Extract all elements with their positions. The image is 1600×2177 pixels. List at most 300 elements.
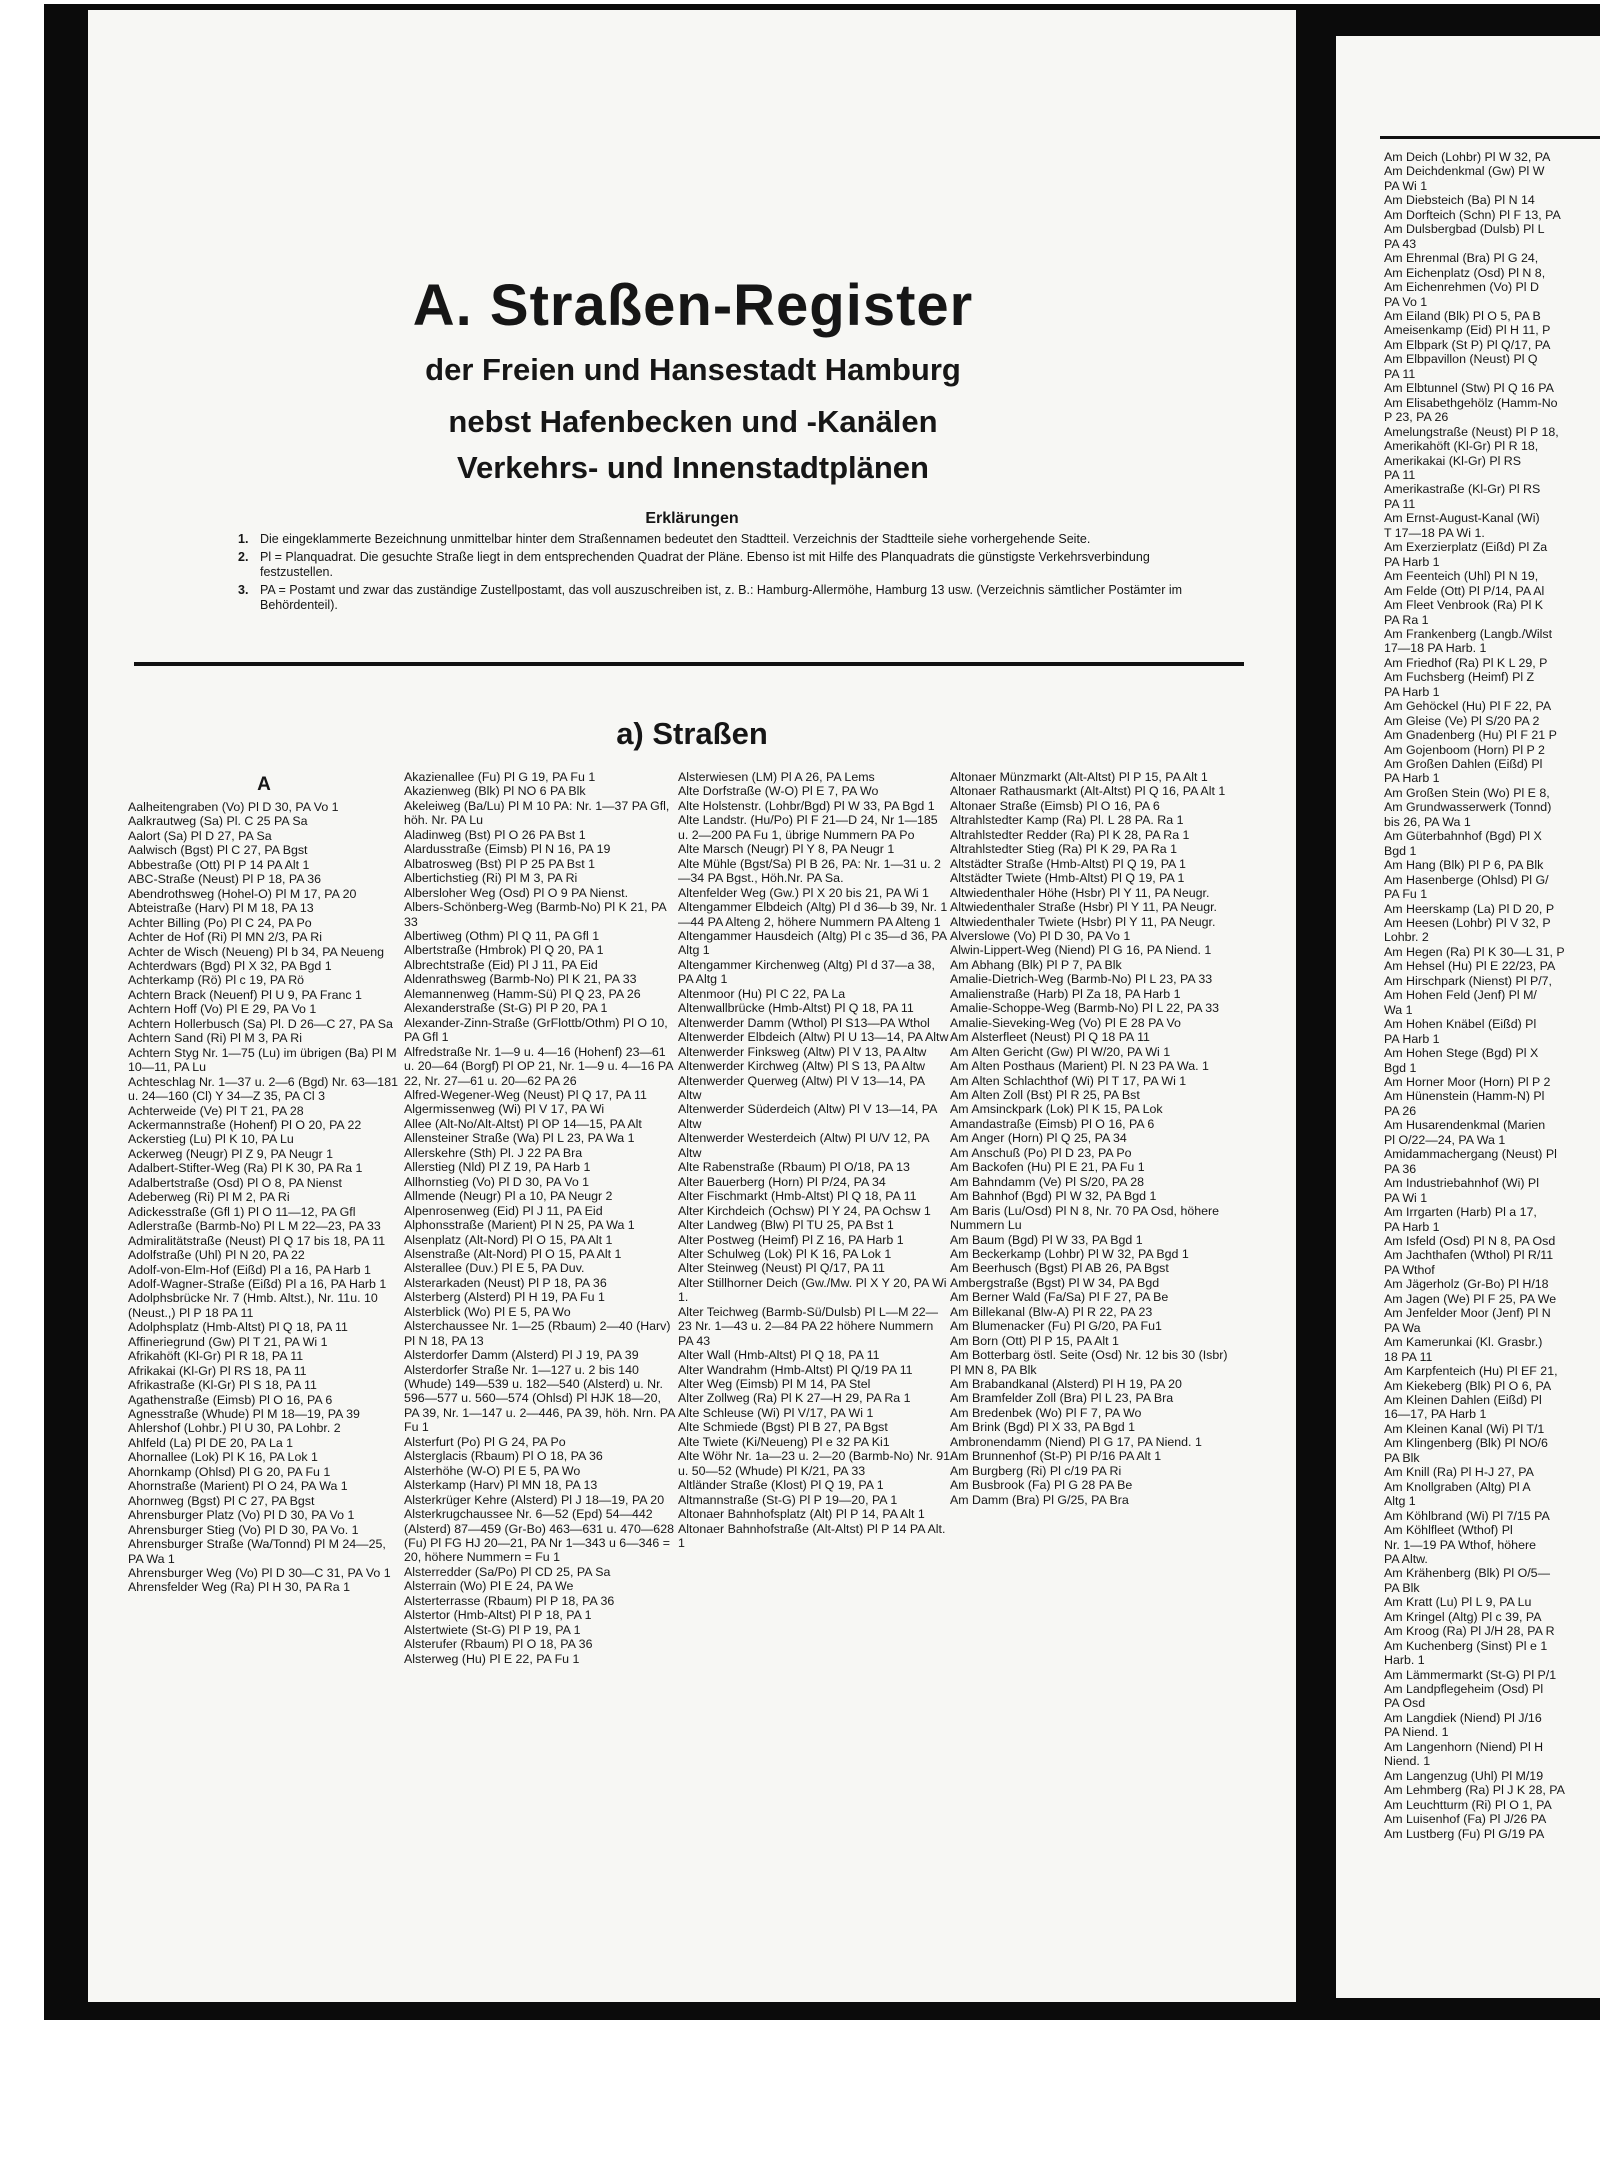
street-entry: Altonaer Bahnhofsplatz (Alt) Pl P 14, PA Alt 1 — [678, 1507, 925, 1522]
street-entry: Albers-Schönberg-Weg (Barmb-No) Pl K 21, PA 33 — [404, 900, 666, 929]
street-entry: Albertstraße (Hmbrok) Pl Q 20, PA 1 — [404, 943, 604, 958]
street-entry: Am Lämmermarkt (St-G) Pl P/1 — [1384, 1667, 1557, 1682]
street-entry: Aladinweg (Bst) Pl O 26 PA Bst 1 — [404, 827, 586, 842]
street-entry: PA 11 — [1384, 496, 1416, 511]
street-entry: Am Leuchtturm (Ri) Pl O 1, PA — [1384, 1797, 1552, 1812]
street-entry: PA Altw. — [1384, 1551, 1428, 1566]
street-entry: Wa 1 — [1384, 1002, 1413, 1017]
street-entry: Altenwerder Damm (Wthol) Pl S13—PA Wthol — [678, 1015, 930, 1030]
street-entry: Agnesstraße (Whude) Pl M 18—19, PA 39 — [128, 1407, 360, 1422]
street-entry: Alter Landweg (Blw) Pl TU 25, PA Bst 1 — [678, 1218, 894, 1233]
street-entry: Affineriegrund (Gw) Pl T 21, PA Wi 1 — [128, 1334, 328, 1349]
street-entry: Allhornstieg (Vo) Pl D 30, PA Vo 1 — [404, 1174, 590, 1189]
street-entry: Achtern Hoff (Vo) Pl E 29, PA Vo 1 — [128, 1002, 317, 1017]
street-entry: Am Alten Zoll (Bst) Pl R 25, PA Bst — [950, 1087, 1140, 1102]
street-entry: Ackerstieg (Lu) Pl K 10, PA Lu — [128, 1132, 294, 1147]
explanation-note — [238, 550, 1226, 580]
street-entry: Am Köhlfleet (Wthof) Pl — [1384, 1523, 1513, 1538]
street-entry: Am Brunnenhof (St-P) Pl P/16 PA Alt 1 — [950, 1449, 1162, 1464]
street-entry: Am Elbpark (St P) Pl Q/17, PA — [1384, 337, 1551, 352]
street-entry: Alter Wandrahm (Hmb-Altst) Pl Q/19 PA 11 — [678, 1362, 913, 1377]
street-entry: Altrahlstedter Stieg (Ra) Pl K 29, PA Ra 1 — [950, 842, 1178, 857]
street-entry: Alverslowe (Vo) Pl D 30, PA Vo 1 — [950, 928, 1131, 943]
street-entry: Ahornstraße (Marient) Pl O 24, PA Wa 1 — [128, 1479, 348, 1494]
street-entry: Am Brabandkanal (Alsterd) Pl H 19, PA 20 — [950, 1377, 1182, 1392]
street-entry: Am Deichdenkmal (Gw) Pl W — [1384, 164, 1545, 179]
street-entry: Aalwisch (Bgst) Pl C 27, PA Bgst — [128, 843, 308, 858]
street-entry: Am Husarendenkmal (Marien — [1384, 1118, 1546, 1133]
street-entry: Alter Steinweg (Neust) Pl Q/17, PA 11 — [678, 1261, 885, 1276]
street-entry: 18 PA 11 — [1384, 1349, 1433, 1364]
street-entry: Alter Weg (Eimsb) Pl M 14, PA Stel — [678, 1377, 871, 1392]
street-entry: Alsterdorfer Damm (Alsterd) Pl J 19, PA 39 — [404, 1348, 639, 1363]
street-entry: PA Harb 1 — [1384, 684, 1440, 699]
street-entry: Alstertor (Hmb-Altst) Pl P 18, PA 1 — [404, 1608, 592, 1623]
street-entry: Allerstieg (Nld) Pl Z 19, PA Harb 1 — [404, 1160, 591, 1175]
street-entry: Am Baum (Bgd) Pl W 33, PA Bgd 1 — [950, 1232, 1143, 1247]
street-entry: Am Alten Gericht (Gw) Pl W/20, PA Wi 1 — [950, 1044, 1171, 1059]
street-column-4 — [950, 770, 1232, 1990]
street-entry: Alsterterrasse (Rbaum) Pl P 18, PA 36 — [404, 1593, 615, 1608]
street-entry: Altenfelder Weg (Gw.) Pl X 20 bis 21, PA Wi 1 — [678, 885, 929, 900]
street-entry: PA 11 — [1384, 467, 1416, 482]
street-entry: PA Wi 1 — [1384, 1190, 1428, 1205]
street-entry: Alsterchaussee Nr. 1—25 (Rbaum) 2—40 (Harv) Pl N 18, PA 13 — [404, 1319, 671, 1348]
note-number: 3. — [238, 583, 249, 597]
street-column-right — [1384, 150, 1600, 1841]
street-entry: Alter Postweg (Heimf) Pl Z 16, PA Harb 1 — [678, 1232, 904, 1247]
street-entry: Am Elisabethgehölz (Hamm-No — [1384, 395, 1558, 410]
street-entry: Altengammer Kirchenweg (Altg) Pl d 37—a 38, PA Altg 1 — [678, 957, 935, 987]
section-divider — [134, 662, 1244, 666]
street-entry: Altenwerder Finksweg (Altw) Pl V 13, PA Altw — [678, 1044, 927, 1059]
street-entry: Altenwerder Westerdeich (Altw) Pl U/V 12, PA Altw — [678, 1131, 929, 1160]
street-entry: Lohbr. 2 — [1384, 930, 1429, 945]
section-title: a) Straßen — [616, 716, 768, 751]
street-entry: Alsterarkaden (Neust) Pl P 18, PA 36 — [404, 1275, 607, 1290]
street-entry: Alsterkrüger Kehre (Alsterd) Pl J 18—19, PA 20 — [404, 1492, 665, 1507]
street-entry: Altrahlstedter Kamp (Ra) Pl. L 28 PA. Ra 1 — [950, 813, 1184, 828]
street-entry: Altengammer Hausdeich (Altg) Pl c 35—d 36, PA Altg 1 — [678, 928, 947, 958]
street-entry: Alter Schulweg (Lok) Pl K 16, PA Lok 1 — [678, 1246, 892, 1261]
street-entry: Am Anger (Horn) Pl Q 25, PA 34 — [950, 1131, 1127, 1146]
street-entry: Am Luisenhof (Fa) Pl J/26 PA — [1384, 1812, 1547, 1827]
street-entry: Am Hohen Knäbel (Eißd) Pl — [1384, 1017, 1537, 1032]
street-entry: PA Osd — [1384, 1696, 1426, 1711]
street-entry: Ahlershof (Lohbr.) Pl U 30, PA Lohbr. 2 — [128, 1421, 341, 1436]
street-entry: Alte Schleuse (Wi) Pl V/17, PA Wi 1 — [678, 1405, 874, 1420]
street-entry: Achter de Hof (Ri) Pl MN 2/3, PA Ri — [128, 930, 322, 945]
street-entry: Alsterallee (Duv.) Pl E 5, PA Duv. — [404, 1261, 585, 1276]
street-entry: Achteschlag Nr. 1—37 u. 2—6 (Bgd) Nr. 63—181 u. 24—160 (Cl) Y 34—Z 35, PA Cl 3 — [128, 1074, 398, 1104]
street-entry: Am Alten Schlachthof (Wi) Pl T 17, PA Wi 1 — [950, 1073, 1187, 1088]
street-entry: Afrikastraße (Kl-Gr) Pl S 18, PA 11 — [128, 1378, 317, 1393]
street-column-3 — [678, 770, 950, 1990]
street-entry: Am Gehöckel (Hu) Pl F 22, PA — [1384, 699, 1552, 714]
street-entry: T 17—18 PA Wi 1. — [1384, 525, 1485, 540]
street-entry: Altonaer Straße (Eimsb) Pl O 16, PA 6 — [950, 798, 1160, 813]
street-entry: Am Jenfelder Moor (Jenf) Pl N — [1384, 1306, 1551, 1321]
street-entry: Altenwerder Süderdeich (Altw) Pl V 13—14, PA Altw — [678, 1102, 937, 1131]
street-entry: Alsterblick (Wo) Pl E 5, PA Wo — [404, 1304, 571, 1319]
street-entry: Albersloher Weg (Osd) Pl O 9 PA Nienst. — [404, 885, 629, 900]
street-entry: Ameisenkamp (Eid) Pl H 11, P — [1384, 323, 1551, 338]
street-entry: Am Born (Ott) Pl P 15, PA Alt 1 — [950, 1333, 1119, 1348]
street-entry: Am Dorfteich (Schn) Pl F 13, PA — [1384, 207, 1561, 222]
street-entry: Akeleiweg (Ba/Lu) Pl M 10 PA: Nr. 1—37 PA Gfl, höh. Nr. PA Lu — [404, 798, 670, 828]
street-entry: Am Lehmberg (Ra) Pl J K 28, PA — [1384, 1783, 1565, 1798]
street-entry: Alter Fischmarkt (Hmb-Altst) Pl Q 18, PA 11 — [678, 1189, 917, 1204]
street-entry: Altrahlstedter Redder (Ra) Pl K 28, PA Ra 1 — [950, 827, 1190, 842]
street-entry: Am Anschuß (Po) Pl D 23, PA Po — [950, 1145, 1132, 1160]
street-entry: Bgd 1 — [1384, 843, 1417, 858]
street-entry: PA Harb 1 — [1384, 554, 1440, 569]
street-entry: Am Berner Wald (Fa/Sa) Pl F 27, PA Be — [950, 1290, 1169, 1305]
street-entry: Altonaer Bahnhofstraße (Alt-Altst) Pl P 14 PA Alt. 1 — [678, 1521, 946, 1551]
street-entry: Afrikahöft (Kl-Gr) Pl R 18, PA 11 — [128, 1349, 304, 1364]
street-entry: Am Horner Moor (Horn) Pl P 2 — [1384, 1075, 1551, 1089]
street-entry: Am Eiland (Blk) Pl O 5, PA B — [1384, 308, 1541, 323]
street-entry: Adolf-Wagner-Straße (Eißd) Pl a 16, PA Harb 1 — [128, 1276, 387, 1291]
street-entry: Am Fleet Venbrook (Ra) Pl K — [1384, 598, 1544, 613]
street-entry: P 23, PA 26 — [1384, 410, 1449, 425]
street-entry: Alardusstraße (Eimsb) Pl N 16, PA 19 — [404, 842, 611, 857]
street-entry: Alte Twiete (Ki/Neueng) Pl e 32 PA Ki1 — [678, 1434, 890, 1449]
street-entry: Altonaer Münzmarkt (Alt-Altst) Pl P 15, PA Alt 1 — [950, 770, 1208, 784]
street-entry: Amerikahöft (Kl-Gr) Pl R 18, — [1384, 439, 1539, 454]
street-entry: PA Vo 1 — [1384, 294, 1428, 309]
street-entry: Am Gojenboom (Horn) Pl P 2 — [1384, 742, 1545, 757]
street-entry: Achterdwars (Bgd) Pl X 32, PA Bgd 1 — [128, 958, 332, 973]
street-entry: Albatrosweg (Bst) Pl P 25 PA Bst 1 — [404, 856, 595, 871]
street-entry: Am Beckerkamp (Lohbr) Pl W 32, PA Bgd 1 — [950, 1246, 1189, 1261]
street-entry: Achtern Sand (Ri) Pl M 3, PA Ri — [128, 1031, 302, 1046]
street-entry: Amalie-Sieveking-Weg (Vo) Pl E 28 PA Vo — [950, 1015, 1181, 1030]
street-entry: PA Harb 1 — [1384, 1031, 1440, 1046]
street-entry: Am Hohen Stege (Bgd) Pl X — [1384, 1046, 1539, 1061]
street-entry: Am Hasenberge (Ohlsd) Pl G/ — [1384, 872, 1549, 887]
street-entry: PA 43 — [1384, 236, 1417, 251]
street-entry: Am Heerskamp (La) Pl D 20, P — [1384, 901, 1555, 916]
street-entry: Alter Kirchdeich (Ochsw) Pl Y 24, PA Ochsw 1 — [678, 1203, 931, 1218]
street-entry: Ackermannstraße (Hohenf) Pl O 20, PA 22 — [128, 1117, 362, 1132]
street-entry: Alsterfurt (Po) Pl G 24, PA Po — [404, 1434, 566, 1449]
street-entry: Am Elbpavillon (Neust) Pl Q — [1384, 352, 1538, 367]
street-entry: Akazienallee (Fu) Pl G 19, PA Fu 1 — [404, 770, 596, 784]
street-entry: Ahrensburger Stieg (Vo) Pl D 30, PA Vo. 1 — [128, 1522, 359, 1537]
street-entry: Am Abhang (Blk) Pl P 7, PA Blk — [950, 957, 1122, 972]
street-entry: Am Burgberg (Ri) Pl c/19 PA Ri — [950, 1463, 1122, 1478]
street-entry: Am Grundwasserwerk (Tonnd) — [1384, 800, 1552, 815]
street-entry: Alsenstraße (Alt-Nord) Pl O 15, PA Alt 1 — [404, 1246, 622, 1261]
street-entry: Harb. 1 — [1384, 1653, 1425, 1668]
street-entry: Am Langenzug (Uhl) Pl M/19 — [1384, 1768, 1544, 1783]
street-entry: Adlerstraße (Barmb-No) Pl L M 22—23, PA 33 — [128, 1219, 381, 1234]
street-entry: Am Exerzierplatz (Eißd) Pl Za — [1384, 540, 1548, 555]
street-entry: Achtern Brack (Neuenf) Pl U 9, PA Franc 1 — [128, 987, 362, 1002]
street-column-1 — [128, 772, 400, 1992]
street-entry: Ahornallee (Lok) Pl K 16, PA Lok 1 — [128, 1450, 318, 1465]
street-entry: Am Friedhof (Ra) Pl K L 29, P — [1384, 655, 1548, 670]
street-entry: PA Wthof — [1384, 1262, 1435, 1277]
street-entry: Am Bahndamm (Ve) Pl S/20, PA 28 — [950, 1174, 1144, 1189]
street-entry: Am Eichenrehmen (Vo) Pl D — [1384, 280, 1539, 295]
street-entry: Am Ehrenmal (Bra) Pl G 24, — [1384, 251, 1539, 266]
street-entry: Achterweide (Ve) Pl T 21, PA 28 — [128, 1103, 304, 1118]
street-entry: Adalbertstraße (Osd) Pl O 8, PA Nienst — [128, 1175, 342, 1190]
street-entry: Alfredstraße Nr. 1—9 u. 4—16 (Hohenf) 23—61 u. 20—64 (Borgf) Pl OP 21, Nr. 1—9 u. 4—16 PA 22, Nr. 27—61 u. 20—62 PA 26 — [404, 1044, 673, 1088]
street-entry: Adolf-von-Elm-Hof (Eißd) Pl a 16, PA Harb 1 — [128, 1262, 371, 1277]
street-entry: Am Beerhusch (Bgst) Pl AB 26, PA Bgst — [950, 1261, 1169, 1276]
street-entry: Alsterweg (Hu) Pl E 22, PA Fu 1 — [404, 1651, 580, 1666]
street-entry: Am Botterbarg östl. Seite (Osd) Nr. 12 bis 30 (Isbr) Pl MN 8, PA Blk — [950, 1348, 1228, 1377]
right-page-rule — [1380, 136, 1600, 139]
street-entry: Am Damm (Bra) Pl G/25, PA Bra — [950, 1492, 1129, 1507]
street-entry: Am Hohen Feld (Jenf) Pl M/ — [1384, 988, 1537, 1003]
street-entry: Afrikakai (Kl-Gr) Pl RS 18, PA 11 — [128, 1363, 307, 1378]
street-entry: Achter Billing (Po) Pl C 24, PA Po — [128, 915, 312, 930]
street-entry: Achtern Hollerbusch (Sa) Pl. D 26—C 27, PA Sa — [128, 1016, 393, 1031]
street-entry: Aldenrathsweg (Barmb-No) Pl K 21, PA 33 — [404, 972, 637, 987]
explanations-heading: Erklärungen — [645, 510, 739, 527]
street-entry: Alsterhöhe (W-O) Pl E 5, PA Wo — [404, 1463, 581, 1478]
street-entry: 17—18 PA Harb. 1 — [1384, 641, 1487, 656]
street-entry: Am Heesen (Lohbr) Pl V 32, P — [1384, 916, 1551, 931]
street-entry: Ahrensburger Straße (Wa/Tonnd) Pl M 24—25, PA Wa 1 — [128, 1537, 386, 1566]
street-entry: Altmannstraße (St-G) Pl P 19—20, PA 1 — [678, 1492, 898, 1507]
street-entry: Admiralitätstraße (Neust) Pl Q 17 bis 18, PA 11 — [128, 1233, 386, 1248]
subtitle-line-1: der Freien und Hansestadt Hamburg — [425, 352, 961, 387]
street-entry: Am Landpflegeheim (Osd) Pl — [1384, 1682, 1544, 1697]
note-number: 2. — [238, 550, 249, 564]
street-entry: Am Isfeld (Osd) Pl N 8, PA Osd — [1384, 1233, 1556, 1248]
street-entry: Amalienstraße (Harb) Pl Za 18, PA Harb 1 — [950, 986, 1181, 1001]
street-entry: Bgd 1 — [1384, 1060, 1417, 1075]
note-text: PA = Postamt und zwar das zuständige Zustellpostamt, das voll auszuschreiben ist, z. B.: Hamburg-Allermöhe, Hamburg 13 usw. (Verzeichnis sämtlicher Postämter im Behördenteil). — [260, 583, 1183, 612]
street-entry: Achter de Wisch (Neueng) Pl b 34, PA Neueng — [128, 944, 384, 959]
street-entry: Am Hirschpark (Nienst) Pl P/7, — [1384, 973, 1552, 988]
street-entry: Aalheitengraben (Vo) Pl D 30, PA Vo 1 — [128, 800, 339, 814]
street-entry: Alemannenweg (Hamm-Sü) Pl Q 23, PA 26 — [404, 986, 641, 1001]
street-entry: Adalbert-Stifter-Weg (Ra) Pl K 30, PA Ra 1 — [128, 1161, 363, 1176]
street-entry: PA Ra 1 — [1384, 612, 1429, 627]
street-entry: Allerskehre (Sth) Pl. J 22 PA Bra — [404, 1145, 583, 1160]
street-entry: PA 36 — [1384, 1161, 1417, 1176]
street-entry: Alexanderstraße (St-G) Pl P 20, PA 1 — [404, 1001, 608, 1016]
street-entry: Alsterdorfer Straße Nr. 1—127 u. 2 bis 140 (Whude) 149—539 u. 182—540 (Alsterd) u. Nr. 596—577 u. 560—574 (Ohlsd) Pl HJK 18—20, PA 39, Nr. 1—147 u. 2—446, PA 39, höh. Nrn. PA Fu 1 — [404, 1362, 675, 1435]
explanation-note — [238, 583, 1226, 613]
street-entry: Alte Mühle (Bgst/Sa) Pl B 26, PA: Nr. 1—31 u. 2—34 PA Bgst., Höh.Nr. PA Sa. — [678, 856, 941, 886]
street-entry: PA Blk — [1384, 1450, 1420, 1465]
street-entry: Altstädter Straße (Hmb-Altst) Pl Q 19, PA 1 — [950, 856, 1186, 871]
street-entry: Altengammer Elbdeich (Altg) Pl d 36—b 39, Nr. 1—44 PA Alteng 2, höhere Nummern PA Alteng 1 — [678, 900, 948, 929]
street-entry: PA Fu 1 — [1384, 887, 1428, 902]
street-entry: ABC-Straße (Neust) Pl P 18, PA 36 — [128, 872, 322, 887]
street-entry: Alte Schmiede (Bgst) Pl B 27, PA Bgst — [678, 1420, 888, 1435]
street-entry: Alsterufer (Rbaum) Pl O 18, PA 36 — [404, 1637, 593, 1652]
street-entry: Adickesstraße (Gfl 1) Pl O 11—12, PA Gfl — [128, 1204, 356, 1219]
street-entry: Altenwallbrücke (Hmb-Altst) Pl Q 18, PA 11 — [678, 1001, 914, 1016]
street-entry: Alsterkamp (Harv) Pl MN 18, PA 13 — [404, 1478, 598, 1493]
street-entry: Achtern Styg Nr. 1—75 (Lu) im übrigen (Ba) Pl M 10—11, PA Lu — [128, 1045, 397, 1075]
street-entry: Altwiedenthaler Höhe (Hsbr) Pl Y 11, PA Neugr. — [950, 885, 1210, 900]
letter-heading: A — [257, 774, 271, 795]
street-entry: Alstertwiete (St-G) Pl P 19, PA 1 — [404, 1622, 581, 1637]
street-entry: PA Niend. 1 — [1384, 1725, 1449, 1740]
street-entry: Alte Rabenstraße (Rbaum) Pl O/18, PA 13 — [678, 1160, 910, 1175]
page-right — [1336, 36, 1600, 1998]
street-entry: Am Langdiek (Niend) Pl J/16 — [1384, 1710, 1542, 1725]
street-entry: Am Köhlbrand (Wi) Pl 7/15 PA — [1384, 1508, 1550, 1523]
street-entry: Am Alten Posthaus (Marient) Pl. N 23 PA Wa. 1 — [950, 1059, 1209, 1074]
street-entry: Albertiweg (Othm) Pl Q 11, PA Gfl 1 — [404, 928, 600, 943]
street-entry: Am Krähenberg (Blk) Pl O/5— — [1384, 1566, 1550, 1581]
street-entry: Allee (Alt-No/Alt-Altst) Pl OP 14—15, PA Alt — [404, 1116, 642, 1131]
street-entry: Amalie-Schoppe-Weg (Barmb-No) Pl L 22, PA 33 — [950, 1001, 1220, 1016]
street-entry: Am Ernst-August-Kanal (Wi) — [1384, 511, 1540, 526]
street-entry: Adolphsbrücke Nr. 7 (Hmb. Altst.), Nr. 11u. 10 (Neust.,) Pl P 18 PA 11 — [128, 1291, 378, 1320]
street-entry: PA Harb 1 — [1384, 1219, 1440, 1234]
street-entry: Agathenstraße (Eimsb) Pl O 16, PA 6 — [128, 1392, 333, 1407]
street-entry: Am Blumenacker (Fu) Pl G/20, PA Fu1 — [950, 1319, 1162, 1334]
street-entry: PA 26 — [1384, 1103, 1417, 1118]
street-entry: Pl O/22—24, PA Wa 1 — [1384, 1132, 1506, 1147]
street-entry: Amerikakai (Kl-Gr) Pl RS — [1384, 453, 1521, 468]
street-entry: Ambergstraße (Bgst) Pl W 34, PA Bgd — [950, 1275, 1160, 1290]
street-entry: Am Alsterfleet (Neust) Pl Q 18 PA 11 — [950, 1030, 1150, 1045]
subtitle-line-2: nebst Hafenbecken und -Kanälen — [448, 404, 938, 439]
street-entry: Albertichstieg (Ri) Pl M 3, PA Ri — [404, 871, 578, 886]
street-entry: Ackerweg (Neugr) Pl Z 9, PA Neugr 1 — [128, 1146, 333, 1161]
street-entry: Alter Zollweg (Ra) Pl K 27—H 29, PA Ra 1 — [678, 1391, 911, 1406]
street-entry: Alfred-Wegener-Weg (Neust) Pl Q 17, PA 11 — [404, 1087, 647, 1102]
street-entry: Adolphsplatz (Hmb-Altst) Pl Q 18, PA 11 — [128, 1320, 348, 1335]
street-entry: Alsenplatz (Alt-Nord) Pl O 15, PA Alt 1 — [404, 1232, 613, 1247]
street-entry: Alexander-Zinn-Straße (GrFlottb/Othm) Pl O 10, PA Gfl 1 — [404, 1015, 668, 1045]
street-entry: PA Blk — [1384, 1580, 1420, 1595]
street-entry: Niend. 1 — [1384, 1754, 1431, 1769]
street-entry: Aalort (Sa) Pl D 27, PA Sa — [128, 828, 272, 843]
street-entry: Alphonsstraße (Marient) Pl N 25, PA Wa 1 — [404, 1218, 635, 1233]
street-entry: Am Langenhorn (Niend) Pl H — [1384, 1739, 1544, 1754]
street-entry: Abteistraße (Harv) Pl M 18, PA 13 — [128, 901, 314, 916]
street-entry: Alsterrain (Wo) Pl E 24, PA We — [404, 1579, 574, 1594]
street-entry: Amerikastraße (Kl-Gr) Pl RS — [1384, 482, 1541, 497]
explanations-notes — [238, 532, 1226, 616]
street-entry: Am Felde (Ott) Pl P/14, PA Al — [1384, 583, 1545, 598]
street-entry: Alter Teichweg (Barmb-Sü/Dulsb) Pl L—M 22—23 Nr. 1—43 u. 2—84 PA 22 höhere Nummern PA 43 — [678, 1304, 939, 1348]
subtitle-line-3: Verkehrs- und Innenstadtplänen — [457, 450, 929, 485]
street-entry: Alwin-Lippert-Weg (Niend) Pl G 16, PA Niend. 1 — [950, 943, 1212, 958]
street-entry: Albrechtstraße (Eid) Pl J 11, PA Eid — [404, 957, 598, 972]
street-entry: Am Irrgarten (Harb) Pl a 17, — [1384, 1205, 1537, 1220]
street-entry: Am Feenteich (Uhl) Pl N 19, — [1384, 569, 1539, 584]
street-entry: Am Knill (Ra) Pl H-J 27, PA — [1384, 1465, 1534, 1480]
street-entry: Altländer Straße (Klost) Pl Q 19, PA 1 — [678, 1478, 884, 1493]
street-entry: Am Hang (Blk) Pl P 6, PA Blk — [1384, 858, 1544, 873]
street-entry: Abbestraße (Ott) Pl P 14 PA Alt 1 — [128, 857, 310, 872]
street-entry: Am Hehsel (Hu) Pl E 22/23, PA — [1384, 959, 1556, 974]
street-entry: Am Kiekeberg (Blk) Pl O 6, PA — [1384, 1378, 1552, 1393]
street-entry: Altenwerder Elbdeich (Altw) Pl U 13—14, PA Altw — [678, 1030, 949, 1045]
street-entry: Am Eichenplatz (Osd) Pl N 8, — [1384, 265, 1546, 280]
street-entry: Am Karpfenteich (Hu) Pl EF 21, — [1384, 1364, 1558, 1379]
street-entry: Algermissenweg (Wi) Pl V 17, PA Wi — [404, 1102, 605, 1117]
street-entry: Alte Dorfstraße (W-O) Pl E 7, PA Wo — [678, 784, 879, 799]
street-entry: bis 26, PA Wa 1 — [1384, 814, 1471, 829]
note-number: 1. — [238, 532, 249, 546]
street-entry: Aalkrautweg (Sa) Pl. C 25 PA Sa — [128, 814, 308, 829]
street-entry: Alte Wöhr Nr. 1a—23 u. 2—20 (Barmb-No) Nr. 91 u. 50—52 (Whude) Pl K/21, PA 33 — [678, 1449, 950, 1478]
street-entry: Adeberweg (Ri) Pl M 2, PA Ri — [128, 1190, 290, 1205]
street-entry: Altwiedenthaler Twiete (Hsbr) Pl Y 11, PA Neugr. — [950, 914, 1216, 929]
street-entry: Altonaer Rathausmarkt (Alt-Altst) Pl Q 16, PA Alt 1 — [950, 784, 1226, 799]
street-entry: Am Billekanal (Blw-A) Pl R 22, PA 23 — [950, 1304, 1153, 1319]
street-entry: Alsterglacis (Rbaum) Pl O 18, PA 36 — [404, 1449, 603, 1464]
street-entry: Am Großen Stein (Wo) Pl E 8, — [1384, 785, 1550, 800]
street-entry: Am Diebsteich (Ba) Pl N 14 — [1384, 193, 1535, 208]
street-entry: 16—17, PA Harb 1 — [1384, 1407, 1487, 1422]
street-entry: PA Wi 1 — [1384, 178, 1428, 193]
street-entry: PA Harb 1 — [1384, 771, 1440, 786]
street-entry: Am Gleise (Ve) Pl S/20 PA 2 — [1384, 713, 1540, 728]
street-entry: Alsterkrugchaussee Nr. 6—52 (Epd) 54—442 (Alsterd) 87—459 (Gr-Bo) 463—631 u. 470—628 (Fu) Pl FG HJ 20—21, PA Nr 1—343 u 6—346 = 20, höhere Nummern = Fu 1 — [404, 1507, 674, 1565]
street-entry: Am Güterbahnhof (Bgd) Pl X — [1384, 829, 1542, 844]
page-left — [88, 10, 1296, 2002]
street-entry: Am Kratt (Lu) Pl L 9, PA Lu — [1384, 1595, 1532, 1610]
street-entry: Altenwerder Kirchweg (Altw) Pl S 13, PA Altw — [678, 1059, 925, 1074]
street-entry: Am Kringel (Altg) Pl c 39, PA — [1384, 1609, 1542, 1624]
street-column-2 — [404, 770, 676, 1990]
street-entry: Am Hünenstein (Hamm-N) Pl — [1384, 1089, 1545, 1104]
street-entry: Am Lustberg (Fu) Pl G/19 PA — [1384, 1826, 1545, 1841]
street-entry: PA 11 — [1384, 366, 1416, 381]
street-entry: Allmende (Neugr) Pl a 10, PA Neugr 2 — [404, 1189, 613, 1204]
street-entry: Am Jägerholz (Gr-Bo) Pl H/18 — [1384, 1277, 1549, 1292]
street-entry: Alsterwiesen (LM) Pl A 26, PA Lems — [678, 770, 875, 784]
street-entry: Alte Marsch (Neugr) Pl Y 8, PA Neugr 1 — [678, 842, 895, 857]
explanation-note — [238, 532, 1226, 547]
street-entry: Allensteiner Straße (Wa) Pl L 23, PA Wa 1 — [404, 1131, 635, 1146]
street-entry: Alpenrosenweg (Eid) Pl J 11, PA Eid — [404, 1203, 603, 1218]
street-entry: Achterkamp (Rö) Pl c 19, PA Rö — [128, 973, 305, 988]
street-entry: Ahrensburger Weg (Vo) Pl D 30—C 31, PA Vo 1 — [128, 1566, 391, 1581]
street-entry: Altstädter Twiete (Hmb-Altst) Pl Q 19, PA 1 — [950, 871, 1185, 886]
street-entry: Akazienweg (Blk) Pl NO 6 PA Blk — [404, 784, 586, 799]
page-title: A. Straßen-Register — [412, 273, 974, 338]
street-entry: Ahrensburger Platz (Vo) Pl D 30, PA Vo 1 — [128, 1508, 355, 1523]
street-entry: Am Bramfelder Zoll (Bra) Pl L 23, PA Bra — [950, 1391, 1174, 1406]
street-entry: Amalie-Dietrich-Weg (Barmb-No) Pl L 23, PA 33 — [950, 972, 1213, 987]
street-entry: Am Gnadenberg (Hu) Pl F 21 P — [1384, 728, 1557, 743]
street-entry: Am Industriebahnhof (Wi) Pl — [1384, 1176, 1539, 1191]
street-entry: Alsterredder (Sa/Po) Pl CD 25, PA Sa — [404, 1564, 611, 1579]
street-entry: Alte Holstenstr. (Lohbr/Bgd) Pl W 33, PA Bgd 1 — [678, 798, 935, 813]
street-entry: Ahrensfelder Weg (Ra) Pl H 30, PA Ra 1 — [128, 1580, 350, 1595]
street-entry: Altenwerder Querweg (Altw) Pl V 13—14, PA Altw — [678, 1073, 925, 1102]
street-entry: Am Backofen (Hu) Pl E 21, PA Fu 1 — [950, 1160, 1145, 1175]
street-entry: Amandastraße (Eimsb) Pl O 16, PA 6 — [950, 1116, 1155, 1131]
street-entry: Adolfstraße (Uhl) Pl N 20, PA 22 — [128, 1248, 305, 1263]
street-entry: Am Kuchenberg (Sinst) Pl e 1 — [1384, 1638, 1548, 1653]
street-entry: Amelungstraße (Neust) Pl P 18, — [1384, 424, 1559, 439]
street-entry: Amidammachergang (Neust) Pl — [1384, 1147, 1557, 1162]
street-entry: Ahlfeld (La) Pl DE 20, PA La 1 — [128, 1435, 294, 1450]
street-entry: Alter Wall (Hmb-Altst) Pl Q 18, PA 11 — [678, 1348, 880, 1363]
street-entry: Am Klingenberg (Blk) Pl NO/6 — [1384, 1436, 1548, 1451]
street-entry: Ambronendamm (Niend) Pl G 17, PA Niend. 1 — [950, 1434, 1202, 1449]
street-entry: Am Kleinen Kanal (Wi) Pl T/1 — [1384, 1421, 1545, 1436]
